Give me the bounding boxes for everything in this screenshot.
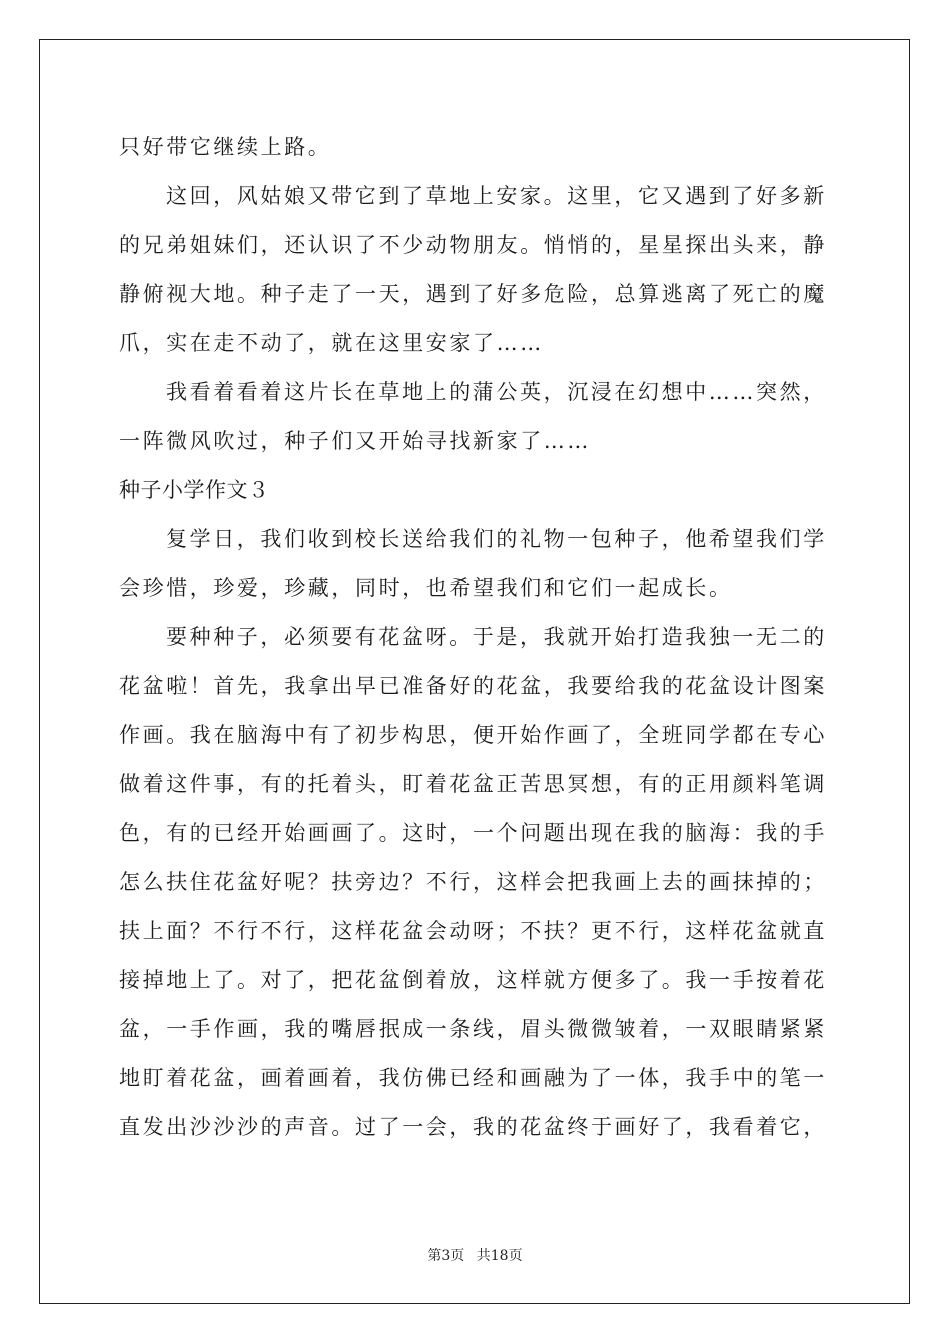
paragraph-start: 这回，风姑娘又带它到了草地上安家。这里，它又遇到了好多新 xyxy=(166,184,827,208)
text-line: 接掉地上了。对了，把花盆倒着放，这样就方便多了。我一手按着花 xyxy=(119,968,827,992)
page-number: 第3页 xyxy=(427,1248,465,1264)
text-line: 怎么扶住花盆好呢？扶旁边？不行，这样会把我画上去的画抹掉的； xyxy=(119,870,827,894)
text-line: 静俯视大地。种子走了一天，遇到了好多危险，总算逃离了死亡的魔 xyxy=(119,282,827,306)
paragraph-start: 我看着看着这片长在草地上的蒲公英，沉浸在幻想中……突然， xyxy=(166,380,827,404)
text-line: 色，有的已经开始画画了。这时，一个问题出现在我的脑海：我的手 xyxy=(119,821,827,845)
text-line: 地盯着花盆，画着画着，我仿佛已经和画融为了一体，我手中的笔一 xyxy=(119,1066,827,1090)
paragraph-start: 要种种子，必须要有花盆呀。于是，我就开始打造我独一无二的 xyxy=(166,625,827,649)
page-total: 共18页 xyxy=(476,1248,523,1264)
text-line: 会珍惜，珍爱，珍藏，同时，也希望我们和它们一起成长。 xyxy=(119,576,733,600)
text-line: 做着这件事，有的托着头，盯着花盆正苦思冥想，有的正用颜料笔调 xyxy=(119,772,827,796)
text-line: 直发出沙沙沙的声音。过了一会，我的花盆终于画好了，我看着它， xyxy=(119,1115,827,1139)
text-line: 只好带它继续上路。 xyxy=(119,135,332,159)
document-body xyxy=(119,128,835,1157)
text-line: 盆，一手作画，我的嘴唇抿成一条线，眉头微微皱着，一双眼睛紧紧 xyxy=(119,1017,827,1041)
paragraph-start: 复学日，我们收到校长送给我们的礼物一包种子，他希望我们学 xyxy=(166,527,827,551)
text-line: 花盆啦！首先，我拿出早已准备好的花盆，我要给我的花盆设计图案 xyxy=(119,674,827,698)
text-line: 作画。我在脑海中有了初步构思，便开始作画了，全班同学都在专心 xyxy=(119,723,827,747)
text-line: 扶上面？不行不行，这样花盆会动呀；不扶？更不行，这样花盆就直 xyxy=(119,919,827,943)
text-line: 一阵微风吹过，种子们又开始寻找新家了…… xyxy=(119,429,591,453)
text-line: 的兄弟姐妹们，还认识了不少动物朋友。悄悄的，星星探出头来，静 xyxy=(119,233,827,257)
text-line: 爪，实在走不动了，就在这里安家了…… xyxy=(119,331,544,355)
page-footer xyxy=(0,1245,950,1265)
section-heading: 种子小学作文３ xyxy=(119,478,270,502)
